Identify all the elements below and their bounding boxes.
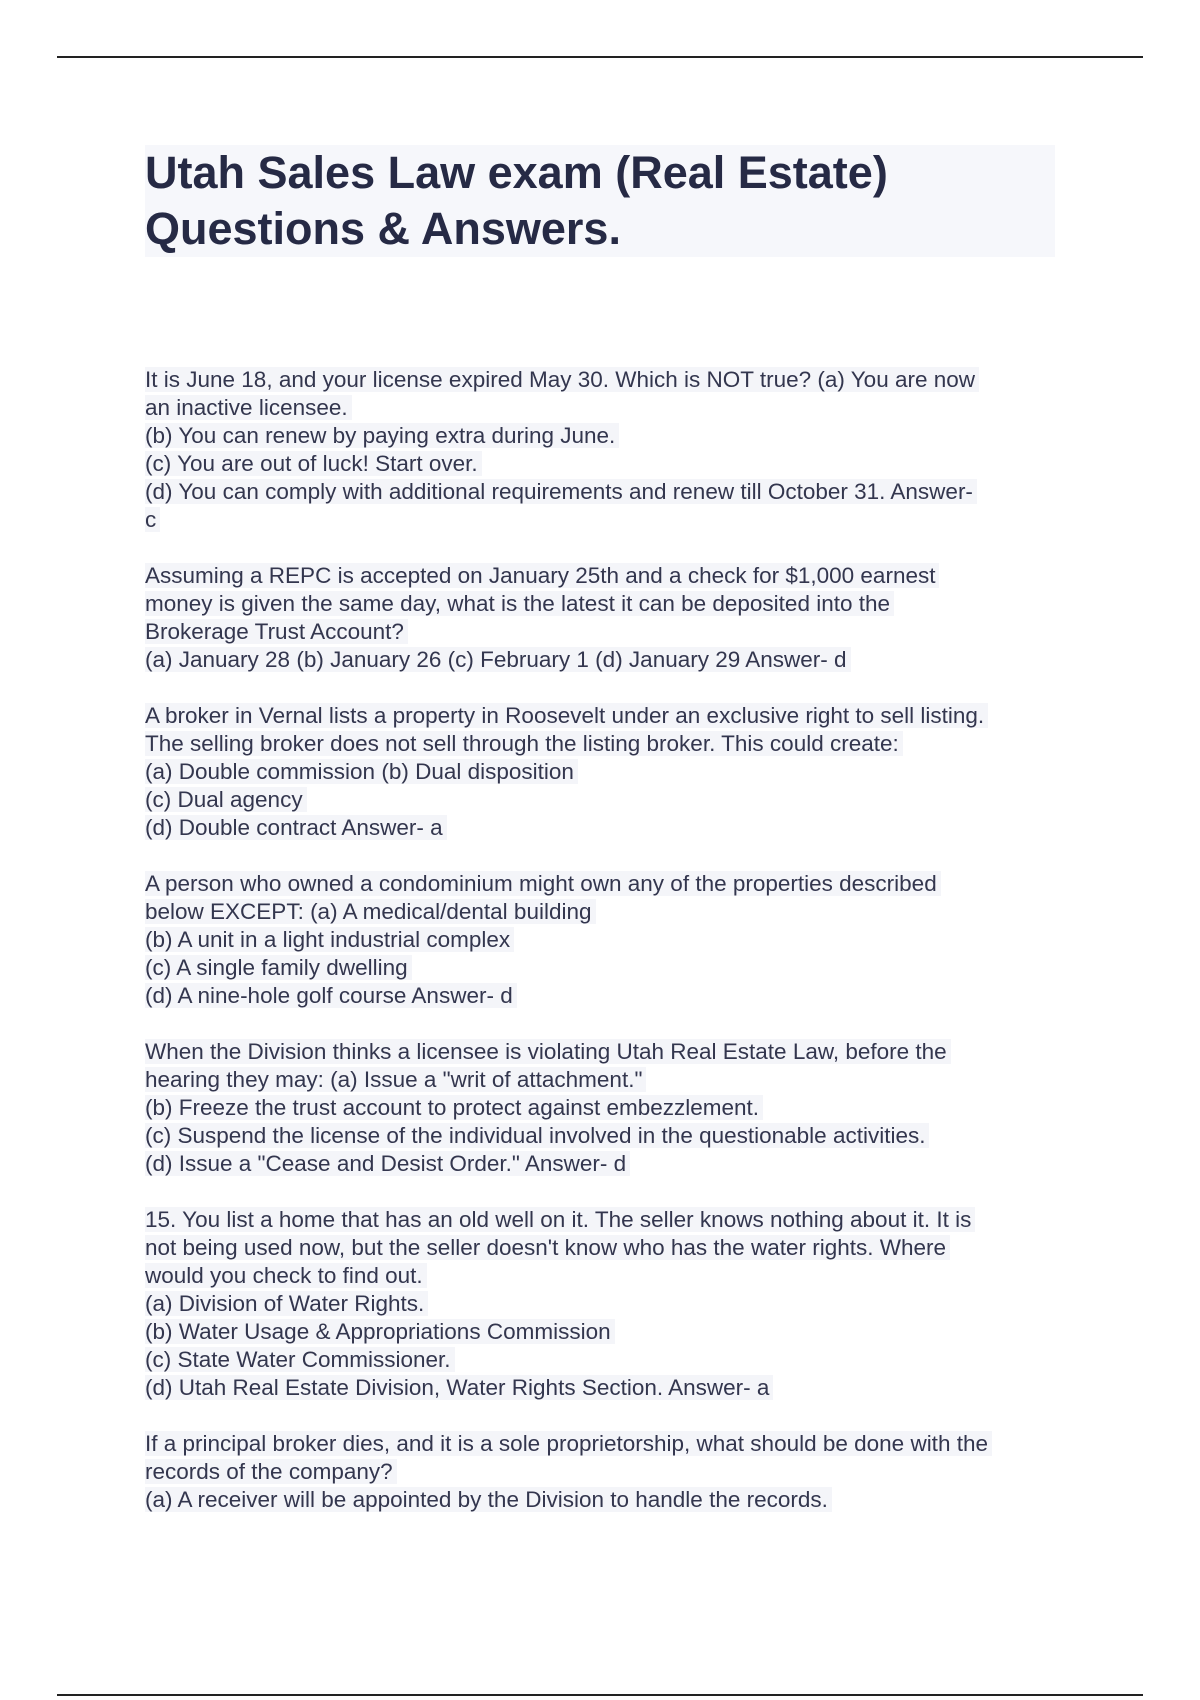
question-line <box>145 1122 1075 1150</box>
question-block <box>145 1430 1075 1514</box>
question-line <box>145 506 1075 534</box>
title-line: Utah Sales Law exam (Real Estate) <box>145 147 888 198</box>
question-spacer <box>145 674 1075 702</box>
question-block <box>145 366 1075 534</box>
question-line-text: (d) A nine-hole golf course Answer- d <box>145 983 517 1008</box>
question-line-text: (c) Suspend the license of the individual involved in the questionable activities. <box>145 1123 929 1148</box>
question-line <box>145 814 1075 842</box>
question-line <box>145 1094 1075 1122</box>
question-line <box>145 618 1075 646</box>
question-line-text: (d) Utah Real Estate Division, Water Rights Section. Answer- a <box>145 1375 773 1400</box>
question-line-text: (d) Double contract Answer- a <box>145 815 447 840</box>
question-line-text: A broker in Vernal lists a property in Roosevelt under an exclusive right to sell listing. <box>145 703 988 728</box>
question-line <box>145 646 1075 674</box>
question-line-text: (b) You can renew by paying extra during June. <box>145 423 619 448</box>
question-line-text: money is given the same day, what is the latest it can be deposited into the <box>145 591 894 616</box>
question-block <box>145 870 1075 1010</box>
question-line-text: hearing they may: (a) Issue a "writ of attachment." <box>145 1067 646 1092</box>
question-line <box>145 730 1075 758</box>
question-line-text: (c) You are out of luck! Start over. <box>145 451 482 476</box>
question-line <box>145 366 1075 394</box>
question-line-text: (a) Double commission (b) Dual disposition <box>145 759 578 784</box>
question-line-text: (a) Division of Water Rights. <box>145 1291 428 1316</box>
question-line <box>145 1066 1075 1094</box>
question-line-text: not being used now, but the seller doesn't know who has the water rights. Where <box>145 1235 950 1260</box>
question-line <box>145 898 1075 926</box>
question-line <box>145 422 1075 450</box>
header-rule <box>57 56 1143 58</box>
question-line-text: 15. You list a home that has an old well on it. The seller knows nothing about it. It is <box>145 1207 975 1232</box>
question-line <box>145 1374 1075 1402</box>
question-line-text: an inactive licensee. <box>145 395 352 420</box>
question-line <box>145 954 1075 982</box>
question-line-text: It is June 18, and your license expired May 30. Which is NOT true? (a) You are now <box>145 367 979 392</box>
question-line-text: The selling broker does not sell through the listing broker. This could create: <box>145 731 903 756</box>
question-line <box>145 786 1075 814</box>
question-line <box>145 1206 1075 1234</box>
question-line <box>145 1038 1075 1066</box>
question-line <box>145 478 1075 506</box>
question-line <box>145 1262 1075 1290</box>
question-block <box>145 562 1075 674</box>
question-spacer <box>145 842 1075 870</box>
document-title <box>145 145 1055 257</box>
question-line <box>145 1486 1075 1514</box>
footer-rule <box>57 1694 1143 1696</box>
question-line-text: If a principal broker dies, and it is a sole proprietorship, what should be done with the <box>145 1431 992 1456</box>
question-line-text: records of the company? <box>145 1459 397 1484</box>
question-line <box>145 450 1075 478</box>
question-line-text: (b) Freeze the trust account to protect against embezzlement. <box>145 1095 763 1120</box>
question-line-text: (c) A single family dwelling <box>145 955 412 980</box>
question-line <box>145 1150 1075 1178</box>
question-spacer <box>145 1010 1075 1038</box>
question-line <box>145 1318 1075 1346</box>
question-line-text: Brokerage Trust Account? <box>145 619 408 644</box>
question-line <box>145 1458 1075 1486</box>
question-line <box>145 1290 1075 1318</box>
question-line <box>145 1234 1075 1262</box>
question-line-text: would you check to find out. <box>145 1263 427 1288</box>
question-line <box>145 870 1075 898</box>
question-line <box>145 758 1075 786</box>
question-line-text: c <box>145 507 160 532</box>
question-line <box>145 590 1075 618</box>
question-block <box>145 1206 1075 1402</box>
question-line <box>145 982 1075 1010</box>
question-line-text: below EXCEPT: (a) A medical/dental building <box>145 899 596 924</box>
question-line <box>145 702 1075 730</box>
question-line <box>145 562 1075 590</box>
question-spacer <box>145 534 1075 562</box>
question-spacer <box>145 1178 1075 1206</box>
question-list <box>145 366 1075 1514</box>
question-line-text: A person who owned a condominium might own any of the properties described <box>145 871 941 896</box>
question-line-text: (c) State Water Commissioner. <box>145 1347 455 1372</box>
question-line-text: Assuming a REPC is accepted on January 25th and a check for $1,000 earnest <box>145 563 939 588</box>
question-block <box>145 1038 1075 1178</box>
question-line-text: (b) A unit in a light industrial complex <box>145 927 514 952</box>
question-line-text: (b) Water Usage & Appropriations Commission <box>145 1319 615 1344</box>
question-line <box>145 1346 1075 1374</box>
question-line <box>145 394 1075 422</box>
question-spacer <box>145 1402 1075 1430</box>
question-line-text: (c) Dual agency <box>145 787 307 812</box>
question-line <box>145 1430 1075 1458</box>
question-block <box>145 702 1075 842</box>
question-line-text: (d) Issue a "Cease and Desist Order." Answer- d <box>145 1151 630 1176</box>
title-line: Questions & Answers. <box>145 203 621 254</box>
question-line-text: (a) January 28 (b) January 26 (c) February 1 (d) January 29 Answer- d <box>145 647 851 672</box>
question-line-text: When the Division thinks a licensee is violating Utah Real Estate Law, before the <box>145 1039 951 1064</box>
question-line <box>145 926 1075 954</box>
question-line-text: (d) You can comply with additional requirements and renew till October 31. Answer- <box>145 479 977 504</box>
question-line-text: (a) A receiver will be appointed by the Division to handle the records. <box>145 1487 832 1512</box>
